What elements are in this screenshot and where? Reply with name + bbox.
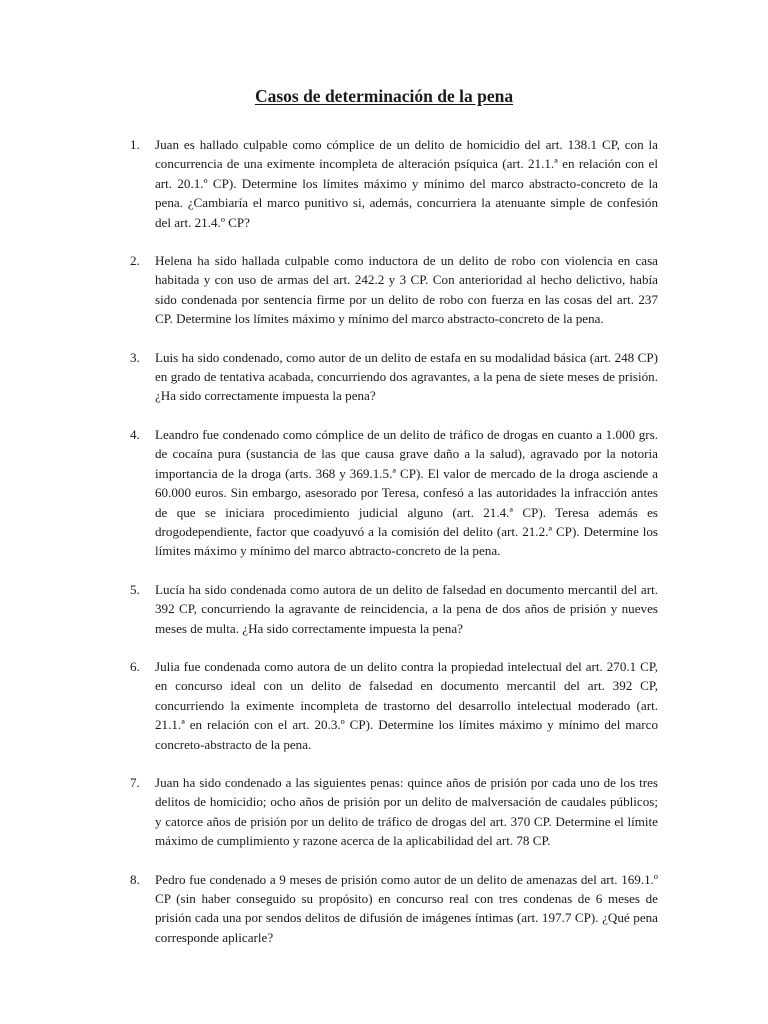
case-text: Leandro fue condenado como cómplice de un delito de tráfico de drogas en cuanto a 1.000 grs. de cocaína pura (sustancia de las que causa grave daño a la salud), agravado por la notoria importancia de la droga (arts. 368 y 369.1.5.ª CP). El valor de mercado de la droga asciende a 60.000 euros. Sin embargo, asesorado por Teresa, confesó a las autoridades la infracción antes de que se iniciara procedimiento judicial alguno (art. 21.4.ª CP). Teresa además es drogodependiente, factor que coadyuvó a la comisión del delito (art. 21.2.ª CP). Determine los límites máximo y mínimo del marco abtracto-concreto de la pena. [155,426,658,559]
case-text: Lucía ha sido condenada como autora de un delito de falsedad en documento mercantil del art. 392 CP, concurriendo la agravante de reincidencia, a la pena de dos años de prisión y nueves meses de multa. ¿Ha sido correctamente impuesta la pena? [155,581,658,636]
case-text: Luis ha sido condenado, como autor de un delito de estafa en su modalidad básica (art. 248 CP) en grado de tentativa acabada, concurriendo dos agravantes, a la pena de siete meses de prisión. ¿Ha sido correctamente impuesta la pena? [155,349,658,404]
case-item [130,773,658,851]
case-list [130,135,658,966]
case-text: Juan ha sido condenado a las siguientes penas: quince años de prisión por cada uno de los tres delitos de homicidio; ocho años de prisión por un delito de malversación de caudales públicos; y catorce años de prisión por un delito de tráfico de drogas del art. 370 CP. Determine el límite máximo de cumplimiento y razone acerca de la aplicabilidad del art. 78 CP. [155,774,658,849]
case-number: 6. [130,658,140,674]
case-number: 3. [130,349,140,365]
case-number: 8. [130,871,140,887]
case-number: 4. [130,426,140,442]
case-text: Julia fue condenada como autora de un delito contra la propiedad intelectual del art. 270.1 CP, en concurso ideal con un delito de falsedad en documento mercantil del art. 392 CP, concurriendo la eximente incompleta de trastorno del desarrollo intelectual moderado (art. 21.1.ª en relación con el art. 20.3.º CP). Determine los límites máximo y mínimo del marco concreto-abstracto de la pena. [155,658,658,752]
case-number: 1. [130,137,140,152]
case-item [130,135,658,232]
case-item [130,348,658,406]
case-item [130,870,658,948]
case-item [130,580,658,638]
case-item [130,657,658,754]
case-number: 7. [130,774,140,790]
case-text: Pedro fue condenado a 9 meses de prisión como autor de un delito de amenazas del art. 169.1.º CP (sin haber conseguido su propósito) en concurso real con tres condenas de 6 meses de prisión cada una por sendos delitos de difusión de imágenes íntimas (art. 197.7 CP). ¿Qué pena corresponde aplicarle? [155,871,658,945]
case-item [130,251,658,329]
case-number: 5. [130,581,140,597]
case-text: Helena ha sido hallada culpable como inductora de un delito de robo con violencia en casa habitada y con uso de armas del art. 242.2 y 3 CP. Con anterioridad al hecho delictivo, había sido condenada por sentencia firme por un delito de robo con fuerza en las cosas del art. 237 CP. Determine los límites máximo y mínimo del marco abstracto-concreto de la pena. [155,253,658,327]
case-item [130,425,658,561]
document-title: Casos de determinación de la pena [254,86,514,106]
case-text: Juan es hallado culpable como cómplice de un delito de homicidio del art. 138.1 CP, con la concurrencia de una eximente incompleta de alteración psíquica (art. 21.1.ª en relación con el art. 20.1.º CP). Determine los límites máximo y mínimo del marco abstracto-concreto de la pena. ¿Cambiaría el marco punitivo si, además, concurriera la atenuante simple de confesión del art. 21.4.º CP? [155,137,658,230]
case-number: 2. [130,253,140,269]
